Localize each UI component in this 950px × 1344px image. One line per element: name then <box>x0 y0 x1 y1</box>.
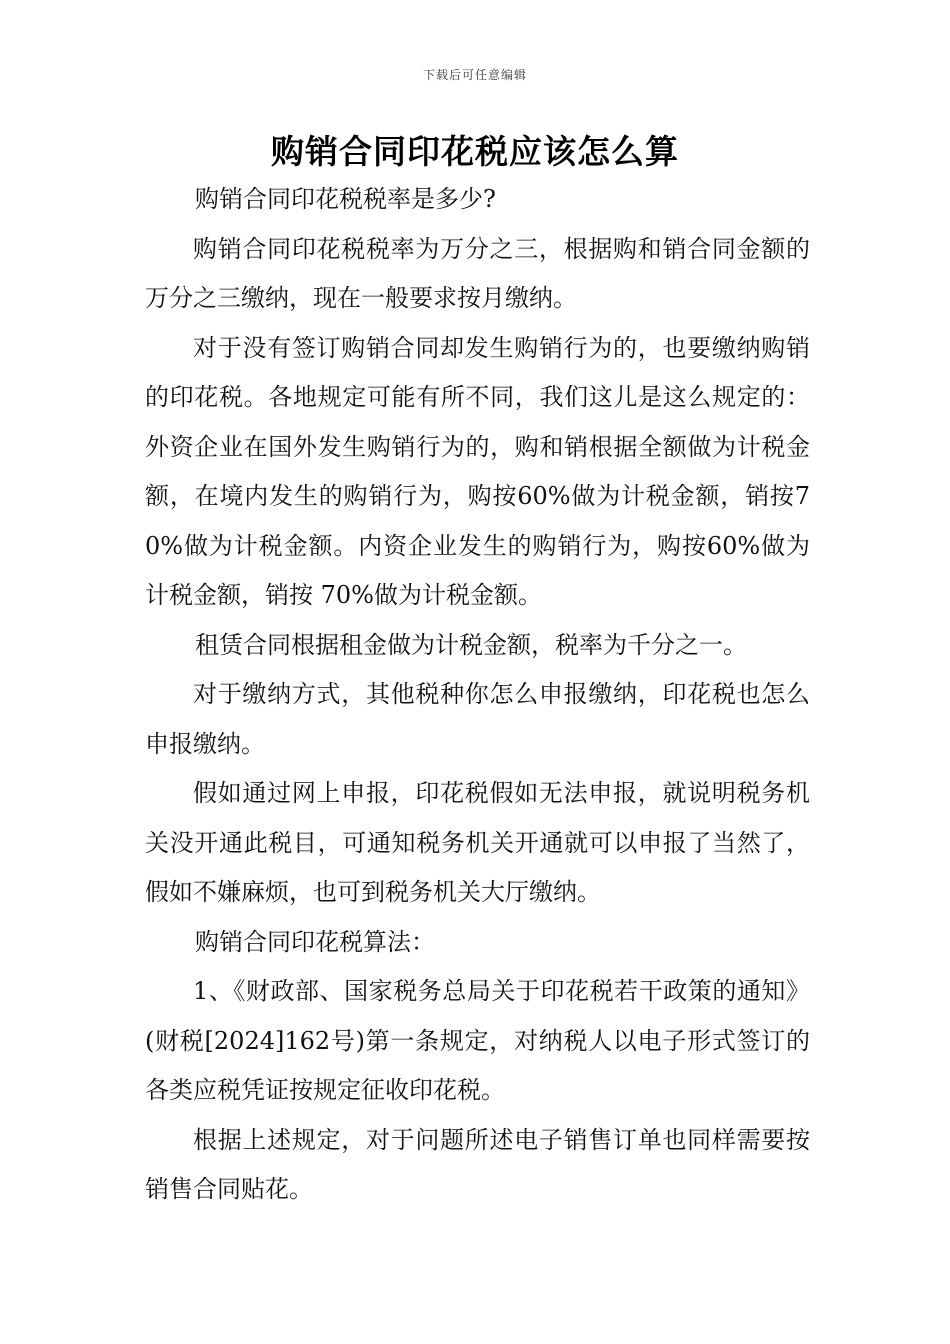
paragraph-lease-contract: 租赁合同根据租金做为计税金额，税率为千分之一。 <box>195 630 747 659</box>
document-title: 购销合同印花税应该怎么算 <box>271 132 679 171</box>
paragraph-conclusion: 根据上述规定，对于问题所述电子销售订单也同样需要按销售合同贴花。 <box>145 1125 810 1203</box>
paragraph-online-filing: 假如通过网上申报，印花税假如无法申报，就说明税务机关没开通此税目，可通知税务机关开通就可以申报了当然了，假如不嫌麻烦，也可到税务机关大厅缴纳。 <box>145 779 810 906</box>
paragraph-payment-method: 对于缴纳方式，其他税种你怎么申报缴纳，印花税也怎么申报缴纳。 <box>145 680 810 758</box>
header-note: 下载后可任意编辑 <box>422 68 527 82</box>
paragraph-policy-notice: 1、《财政部、国家税务总局关于印花税若干政策的通知》(财税[2024]162号)第一条规定，对纳税人以电子形式签订的各类应税凭证按规定征收印花税。 <box>145 977 810 1104</box>
paragraph-tax-rate-question: 购销合同印花税税率是多少? <box>195 185 496 213</box>
document-body <box>145 175 810 1215</box>
paragraph-no-contract: 对于没有签订购销合同却发生购销行为的，也要缴纳购销的印花税。各地规定可能有所不同，我们这儿是这么规定的：外资企业在国外发生购销行为的，购和销根据全额做为计税金额，在境内发生的购销行为，购按60%做为计税金额，销按70%做为计税金额。内资企业发生的购销行为，购按60%做为计税金额，销按 70%做为计税金额。 <box>145 333 810 609</box>
paragraph-tax-rate-answer: 购销合同印花税税率为万分之三，根据购和销合同金额的万分之三缴纳，现在一般要求按月缴纳。 <box>145 234 810 312</box>
paragraph-calculation-heading: 购销合同印花税算法： <box>195 927 435 956</box>
